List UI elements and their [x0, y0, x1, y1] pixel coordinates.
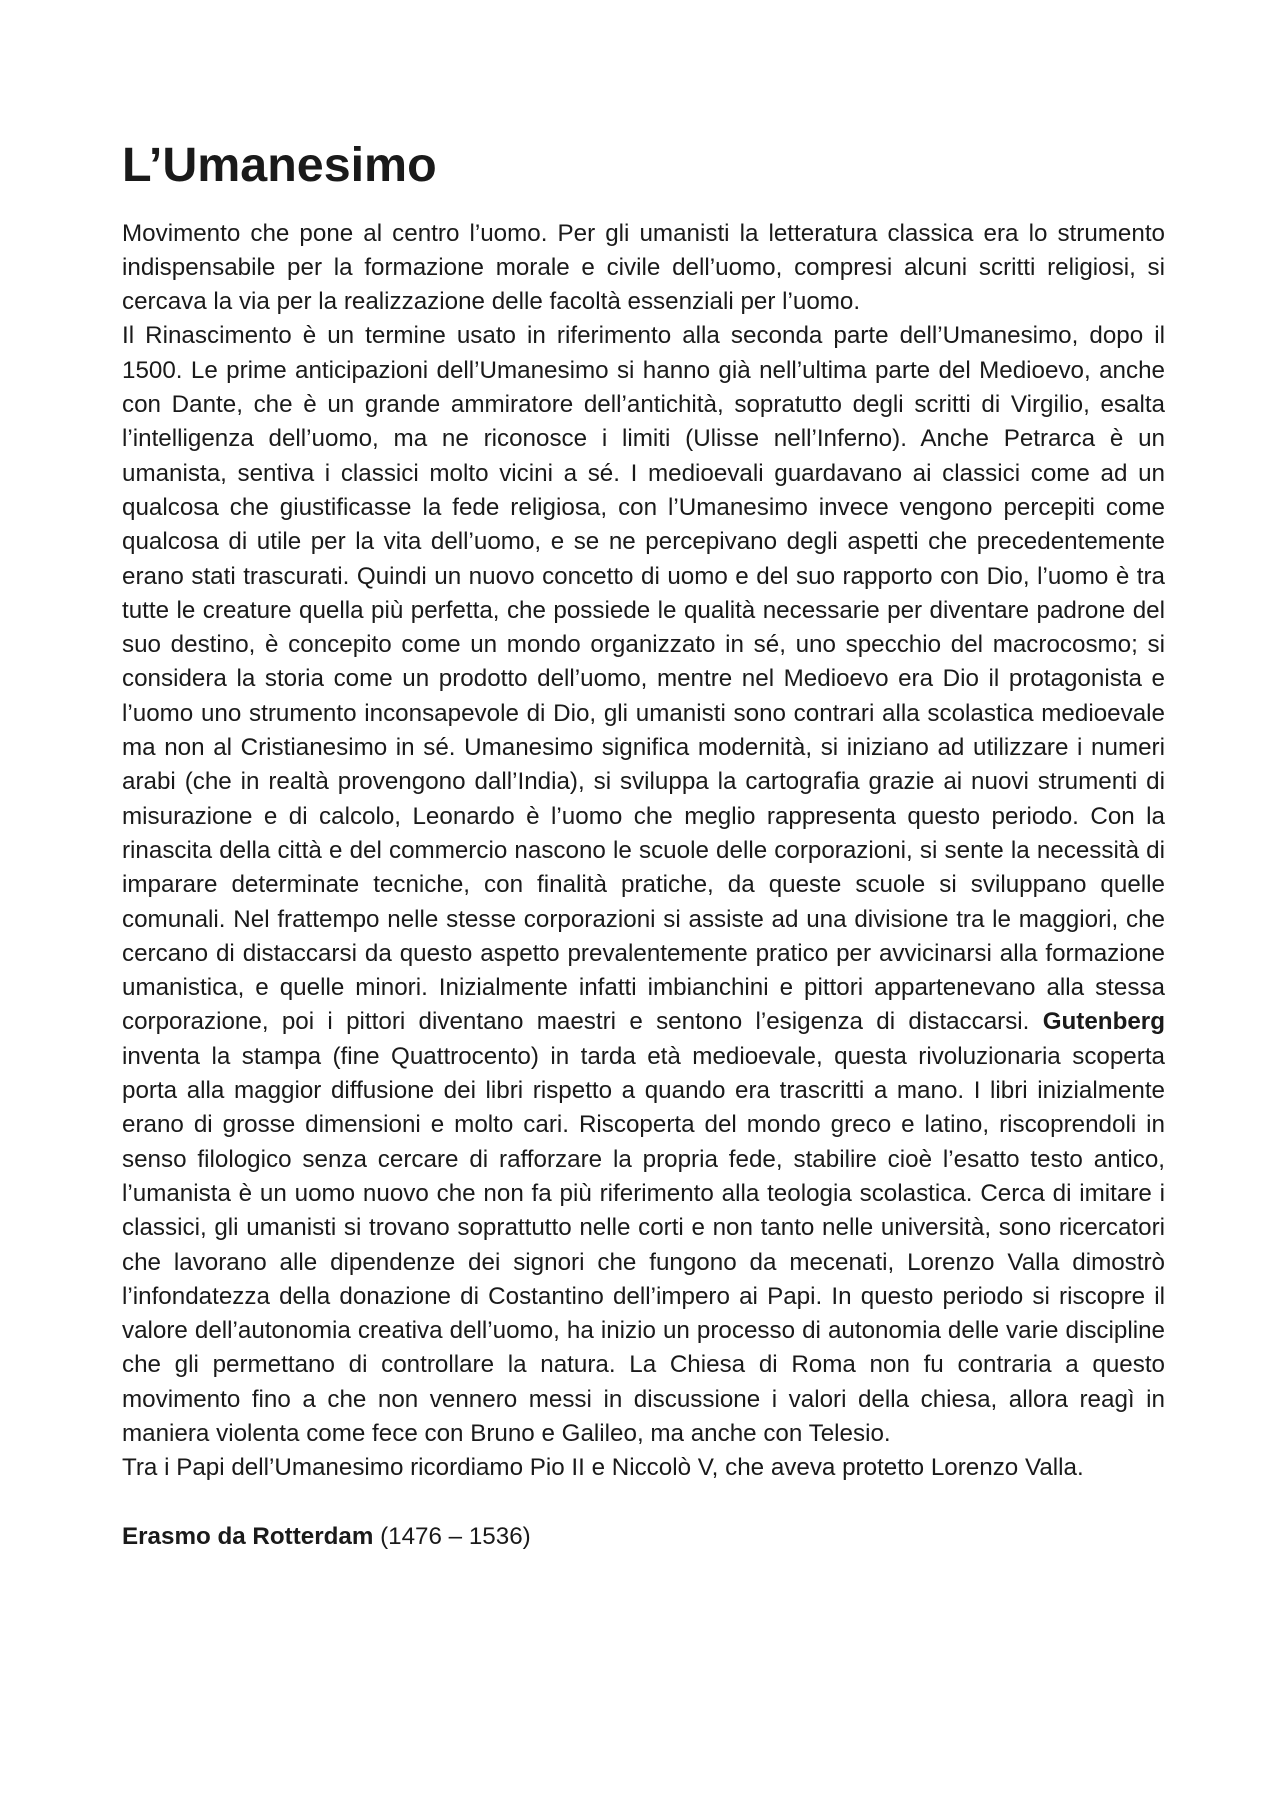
paragraph-rinascimento: [122, 319, 1165, 1451]
subheading-erasmo: [122, 1520, 1165, 1554]
subheading-name: Erasmo da Rotterdam: [122, 1522, 374, 1550]
document-page: [122, 138, 1165, 1554]
paragraph-text: inventa la stampa (fine Quattrocento) in tarda età medioevale, questa rivoluzionaria scoperta porta alla maggior diffusione dei libri rispetto a quando era trascritti a mano. I libri inizialmente erano di grosse dimensioni e molto cari. Riscoperta del mondo greco e latino, riscoprendoli in senso filologico senza cercare di rafforzare la propria fede, stabilire cioè l’esatto testo antico, l’umanista è un uomo nuovo che non fa più riferimento alla teologia scolastica. Cerca di imitare i classici, gli umanisti si trovano soprattutto nelle corti e non tanto nelle università, sono ricercatori che lavorano alle dipendenze dei signori che fungono da mecenati, Lorenzo Valla dimostrò l’infondatezza della donazione di Costantino dell’impero ai Papi. In questo periodo si riscopre il valore dell’autonomia creativa dell’uomo, ha inizio un processo di autonomia delle varie discipline che gli permettano di controllare la natura. La Chiesa di Roma non fu contraria a questo movimento fino a che non vennero messi in discussione i valori della chiesa, allora reagì in maniera violenta come fece con Bruno e Galileo, ma anche con Telesio.: [122, 1042, 1165, 1447]
document-title: L’Umanesimo: [122, 138, 437, 192]
blank-line: [122, 1486, 1165, 1520]
paragraph-text: Il Rinascimento è un termine usato in riferimento alla seconda parte dell’Umanesimo, dopo il 1500. Le prime anticipazioni dell’Umanesimo si hanno già nell’ultima parte del Medioevo, anche con Dante, che è un grande ammiratore dell’antichità, sopratutto degli scritti di Virgilio, esalta l’intelligenza dell’uomo, ma ne riconosce i limiti (Ulisse nell’Inferno). Anche Petrarca è un umanista, sentiva i classici molto vicini a sé. I medioevali guardavano ai classici come ad un qualcosa che giustificasse la fede religiosa, con l’Umanesimo invece vengono percepiti come qualcosa di utile per la vita dell’uomo, e se ne percepivano degli aspetti che precedentemente erano stati trascurati. Quindi un nuovo concetto di uomo e del suo rapporto con Dio, l’uomo è tra tutte le creature quella più perfetta, che possiede le qualità necessarie per diventare padrone del suo destino, è concepito come un mondo organizzato in sé, uno specchio del macrocosmo; si considera la storia come un prodotto dell’uomo, mentre nel Medioevo era Dio il protagonista e l’uomo uno strumento inconsapevole di Dio, gli umanisti sono contrari alla scolastica medioevale ma non al Cristianesimo in sé. Umanesimo significa modernità, si iniziano ad utilizzare i numeri arabi (che in realtà provengono dall’India), si sviluppa la cartografia grazie ai nuovi strumenti di misurazione e di calcolo, Leonardo è l’uomo che meglio rappresenta questo periodo. Con la rinascita della città e del commercio nascono le scuole delle corporazioni, si sente la necessità di imparare determinate tecniche, con finalità pratiche, da queste scuole si sviluppano quelle comunali. Nel frattempo nelle stesse corporazioni si assiste ad una divisione tra le maggiori, che cercano di distaccarsi da questo aspetto prevalentemente pratico per avvicinarsi alla formazione umanistica, e quelle minori. Inizialmente infatti imbianchini e pittori appartenevano alla stessa corporazione, poi i pittori diventano maestri e sentono l’esigenza di distaccarsi.: [122, 322, 1165, 1036]
paragraph-intro: Movimento che pone al centro l’uomo. Per gli umanisti la letteratura classica era lo strumento indispensabile per la formazione morale e civile dell’uomo, compresi alcuni scritti religiosi, si cercava la via per la realizzazione delle facoltà essenziali per l’uomo.: [122, 219, 1165, 316]
gutenberg-bold: Gutenberg: [1042, 1008, 1165, 1036]
subheading-dates: (1476 – 1536): [373, 1522, 531, 1550]
paragraph-papi: Tra i Papi dell’Umanesimo ricordiamo Pio II e Niccolò V, che aveva protetto Lorenzo Valla.: [122, 1454, 1084, 1482]
